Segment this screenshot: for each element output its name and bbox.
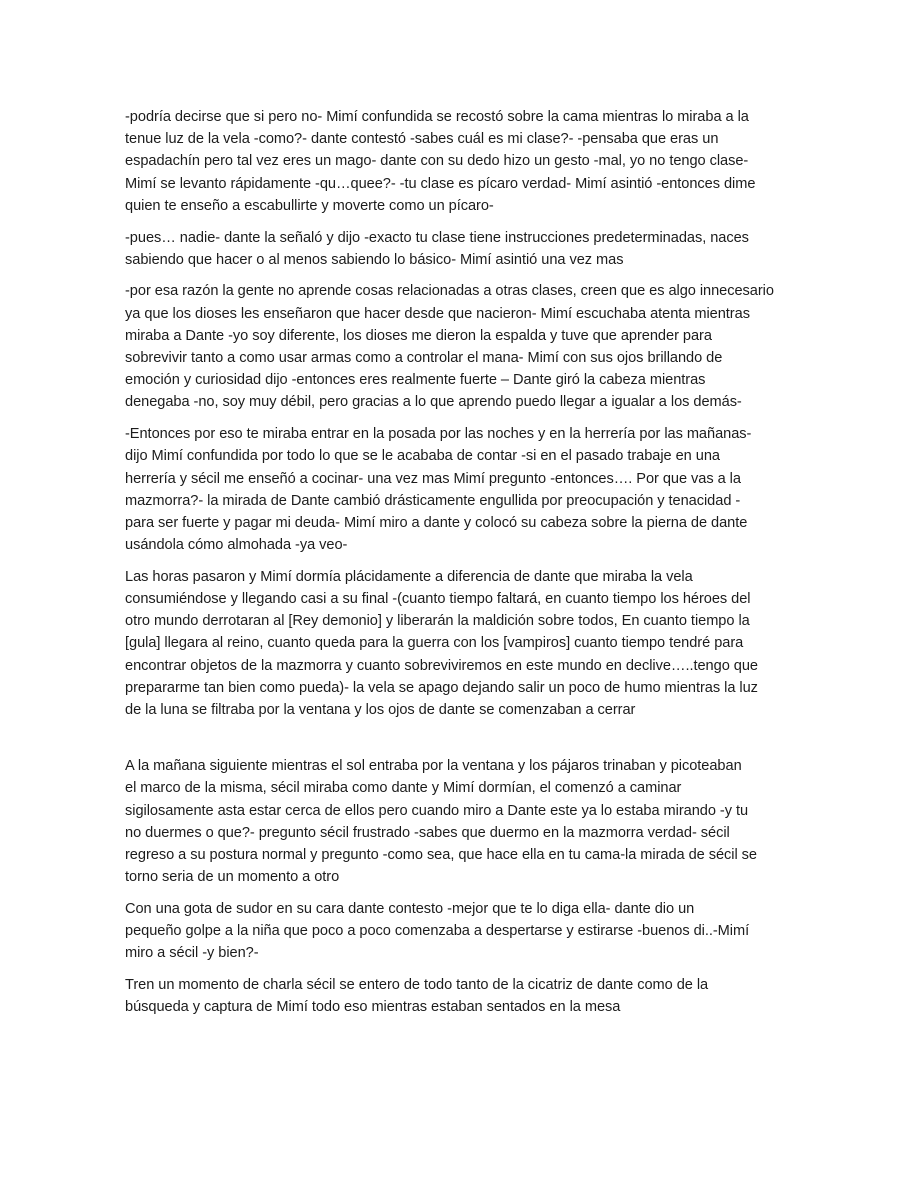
paragraph-4: -Entonces por eso te miraba entrar en la posada por las noches y en la herrería por las mañanas- dijo Mimí confundida por todo lo que se le acababa de contar -si en el pasado trabaje en una herrería y sécil me enseñó a cocinar- una vez mas Mimí pregunto -entonces…. Por que vas a la mazmorra?- la mirada de Dante cambió drásticamente engullida por preocupación y tenacidad - para ser fuerte y pagar mi deuda- Mimí miro a dante y colocó su cabeza sobre la pierna de dante usándola cómo almohada -ya veo- xyxy=(125,426,752,554)
paragraph-8: Tren un momento de charla sécil se entero de todo tanto de la cicatriz de dante como de la búsqueda y captura de Mimí todo eso mientras estaban sentados en la mesa xyxy=(125,977,709,1016)
paragraph-3: -por esa razón la gente no aprende cosas relacionadas a otras clases, creen que es algo innecesario ya que los dioses les enseñaron que hacer desde que nacieron- Mimí escuchaba atenta mientras miraba a Dante -yo soy diferente, los dioses me dieron la espalda y tuve que aprender para sobrevivir tanto a como usar armas como a controlar el mana- Mimí con sus ojos brillando de emoción y curiosidad dijo -entonces eres realmente fuerte – Dante giró la cabeza mientras denegaba -no, soy muy débil, pero gracias a lo que aprendo puedo llegar a igualar a los demás- xyxy=(125,283,774,411)
paragraph-6: A la mañana siguiente mientras el sol entraba por la ventana y los pájaros trinaban y picoteaban el marco de la misma, sécil miraba como dante y Mimí dormían, el comenzó a caminar sigilosamente asta estar cerca de ellos pero cuando miro a Dante este ya lo estaba mirando -y tu no duermes o que?- pregunto sécil frustrado -sabes que duermo en la mazmorra verdad- sécil regreso a su postura normal y pregunto -como sea, que hace ella en tu cama-la mirada de sécil se torno seria de un momento a otro xyxy=(125,758,757,886)
paragraph-2: -pues… nadie- dante la señaló y dijo -exacto tu clase tiene instrucciones predeterminadas, naces sabiendo que hacer o al menos sabiendo lo básico- Mimí asintió una vez mas xyxy=(125,229,749,268)
document-body xyxy=(125,106,785,1028)
paragraph-1: -podría decirse que si pero no- Mimí confundida se recostó sobre la cama mientras lo miraba a la tenue luz de la vela -como?- dante contestó -sabes cuál es mi clase?- -pensaba que eras un espadachín pero tal vez eres un mago- dante con su dedo hizo un gesto -mal, yo no tengo clase- Mimí se levanto rápidamente -qu…quee?- -tu clase es pícaro verdad- Mimí asintió -entonces dime quien te enseño a escabullirte y moverte como un pícaro- xyxy=(125,109,756,214)
paragraph-5: Las horas pasaron y Mimí dormía plácidamente a diferencia de dante que miraba la vela consumiéndose y llegando casi a su final -(cuanto tiempo faltará, en cuanto tiempo los héroes del otro mundo derrotaran al [Rey demonio] y liberarán la maldición sobre todos, En cuanto tiempo la [gula] llegara al reino, cuanto queda para la guerra con los [vampiros] cuanto tiempo tendré para encontrar objetos de la mazmorra y cuanto sobreviviremos en este mundo en declive…..tengo que prepararme tan bien como pueda)- la vela se apago dejando salir un poco de humo mientras la luz de la luna se filtraba por la ventana y los ojos de dante se comenzaban a cerrar xyxy=(125,568,758,719)
paragraph-7: Con una gota de sudor en su cara dante contesto -mejor que te lo diga ella- dante dio un pequeño golpe a la niña que poco a poco comenzaba a despertarse y estirarse -buenos di..-Mimí miro a sécil -y bien?- xyxy=(125,901,750,962)
